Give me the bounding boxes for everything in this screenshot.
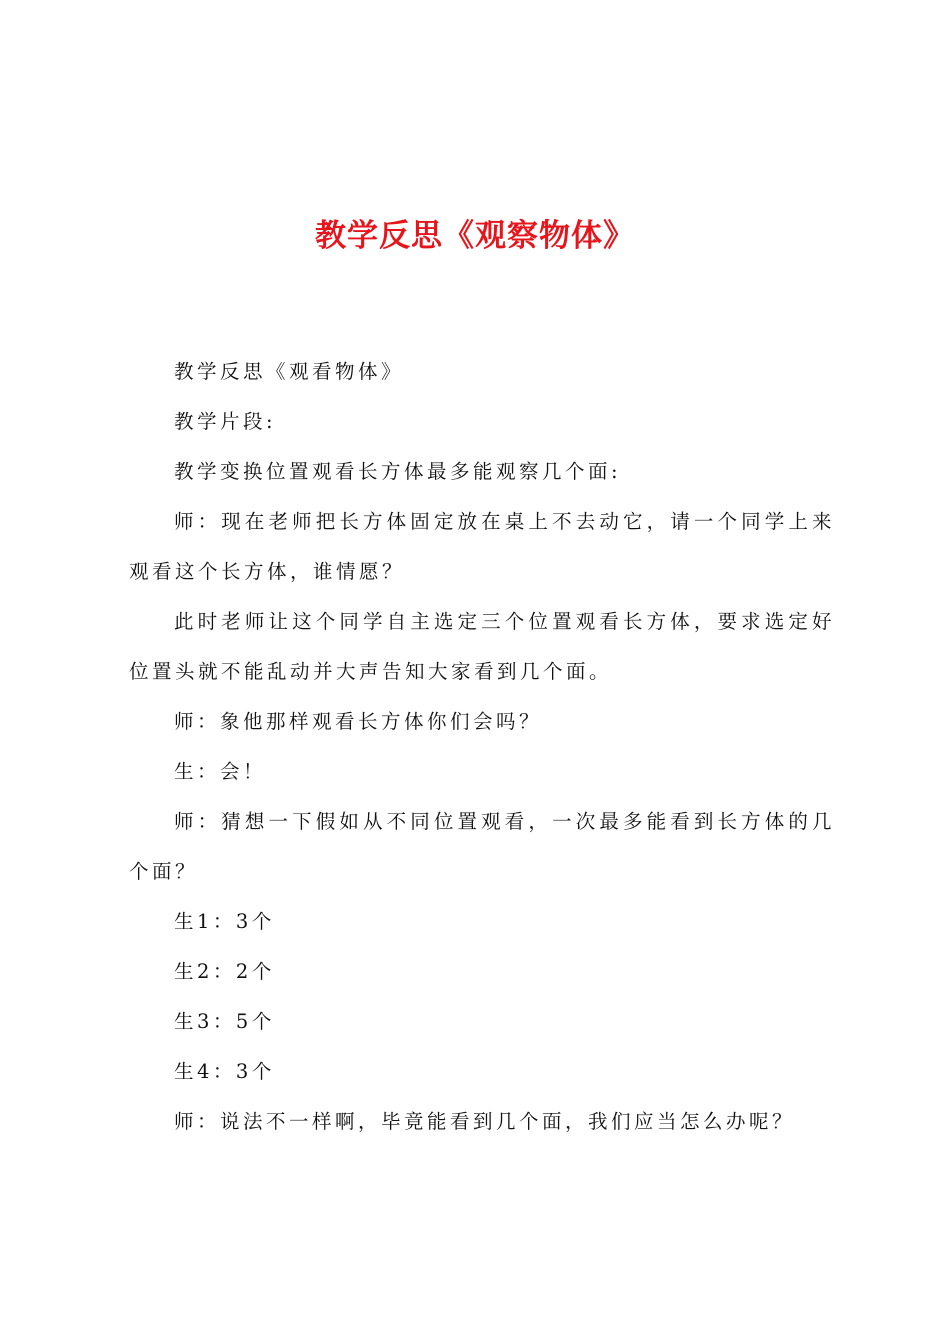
- paragraph: 师：猜想一下假如从不同位置观看，一次最多能看到长方体的几个面？: [129, 810, 835, 883]
- paragraph: 生4：3个: [174, 1060, 275, 1083]
- paragraph: 教学变换位置观看长方体最多能观察几个面:: [174, 460, 622, 483]
- paragraph: 生3：5个: [174, 1010, 275, 1033]
- paragraph: 师：象他那样观看长方体你们会吗？: [174, 710, 543, 733]
- paragraph: 教学片段:: [174, 410, 277, 433]
- paragraph: 生：会！: [174, 760, 267, 783]
- paragraph: 生1：3个: [174, 910, 275, 933]
- document-body: [129, 347, 835, 1147]
- paragraph: 师：说法不一样啊，毕竟能看到几个面，我们应当怎么办呢？: [174, 1110, 796, 1133]
- document-title: 教学反思《观察物体》: [315, 218, 635, 254]
- paragraph: 师：现在老师把长方体固定放在桌上不去动它，请一个同学上来观看这个长方体，谁情愿？: [129, 510, 835, 583]
- paragraph: 此时老师让这个同学自主选定三个位置观看长方体，要求选定好位置头就不能乱动并大声告知大家看到几个面。: [129, 610, 835, 683]
- paragraph: 生2：2个: [174, 960, 275, 983]
- paragraph: 教学反思《观看物体》: [174, 360, 405, 383]
